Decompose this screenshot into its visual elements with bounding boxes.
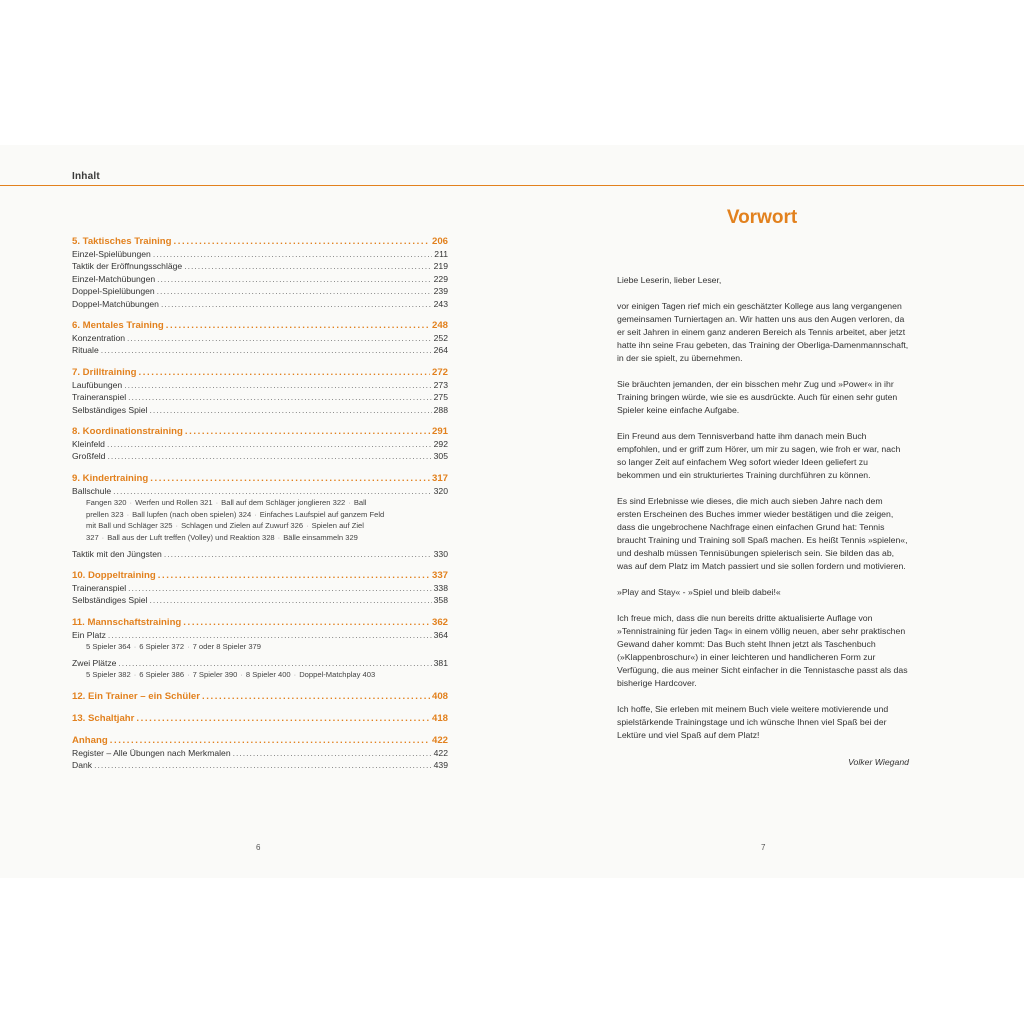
toc-chapter-heading-label: 7. Drilltraining [72,366,137,378]
toc-subitem: 6 Spieler 386 [139,670,185,680]
toc-subitem: Einfaches Laufspiel auf ganzem Feld mit Ball und Schläger 325 [86,509,385,531]
toc-entry-label: Konzentration [72,333,126,344]
dot-leader [136,712,430,725]
toc-chapter-heading-label: 9. Kindertraining [72,472,149,484]
foreword-paragraph: Sie bräuchten jemanden, der ein bisschen mehr Zug und »Power« in ihr Training bringen würde, wie sie es ausdrückte. Auch für einen sehr guten Spieler keine einfache Aufgabe. [617,379,898,415]
dot-leader [94,759,432,771]
header-rule [0,185,1024,186]
toc-chapter-heading [72,734,448,747]
toc-subitem: 5 Spieler 382 [86,670,131,680]
toc-subitem: Ball prellen 323 [86,498,367,519]
dot-leader [124,379,431,391]
running-head: Inhalt [72,171,100,182]
dot-leader [150,404,432,416]
toc-entry-label: Traineranspiel [72,392,127,403]
toc-chapter-heading [72,319,448,332]
toc-entry-label: Selbständiges Spiel [72,404,148,415]
toc-chapter-heading-label: 11. Mannschaftstraining [72,616,182,628]
book-spread [0,145,1024,878]
foreword-paragraph: vor einigen Tagen rief mich ein geschätzter Kollege aus lang vergangenen gemeinsamen Turniertagen an. Wir hatten uns aus den Augen verloren, da er seit Jahren in einem ganz anderen Bereich als Tennis arbeitet, aber jetzt hatte ihn seine Frau gebeten, das Training der Oberliga-Damenmannschaft, in der sie spielt, zu übernehmen. [617,301,909,363]
toc-entry-page: 229 [433,273,448,284]
toc-subitem: 7 Spieler 390 [192,670,238,680]
dot-leader [184,260,431,272]
foreword-paragraph: Es sind Erlebnisse wie dieses, die mich auch sieben Jahre nach dem ersten Erscheinen des Buches immer wieder bestätigen und die zeigen, dass die ungebrochene Nachfrage einen einfachen Grund hat: Tennis braucht Training und Training soll Spaß machen. Es heißt Tennis »spielen«, und deshalb müssen Tennisübungen spielerisch sein. Sie bilden das ab, was auf dem Platz im Match passiert und sie sollen fordern und motivieren. [617,496,908,571]
toc-subitem: Schlagen und Zielen auf Zuwurf 326 [181,521,304,531]
separator-dot: · [306,521,309,531]
separator-dot: · [254,509,257,519]
toc-entry-label: Einzel-Matchübungen [72,273,156,284]
toc-entry [72,747,448,759]
separator-dot: · [293,670,297,680]
toc-chapter [72,366,448,416]
toc-entry [72,273,448,285]
toc-entry-page: 330 [433,548,448,559]
toc-chapter [72,319,448,357]
toc-entry [72,438,448,450]
toc-chapter-heading [72,569,448,582]
dot-leader [107,438,432,450]
toc-entry-page: 219 [433,261,448,272]
toc-subitem: Werfen und Rollen 321 [135,498,213,508]
toc-entry-label: Ein Platz [72,629,106,640]
toc-entry [72,759,448,771]
toc-entry [72,260,448,272]
toc-chapter [72,235,448,310]
toc-entry [72,298,448,310]
toc-entry-page: 239 [433,286,448,297]
separator-dot: · [240,670,243,680]
toc-entry-page: 364 [433,629,448,640]
toc-entry-label: Ballschule [72,485,112,496]
toc-entry [72,629,448,641]
toc-chapter-heading-page: 248 [431,320,448,332]
toc-chapter-heading-label: 5. Taktisches Training [72,236,172,247]
toc-entry [72,285,448,297]
dot-leader [174,235,430,248]
toc-entry-page: 264 [433,345,448,356]
toc-entry-page: 305 [433,451,448,462]
toc-chapter-heading [72,616,448,629]
foreword-paragraph: Liebe Leserin, lieber Leser, [617,275,722,285]
dot-leader [150,594,432,606]
toc-subitem: 6 Spieler 372 [139,642,185,652]
toc-entry [72,485,448,497]
toc-subitem: Bälle einsammeln 329 [283,533,358,543]
toc-chapter-heading [72,235,448,248]
toc-entry-page: 338 [433,583,448,594]
separator-dot: · [126,509,130,519]
separator-dot: · [348,498,351,508]
toc-chapter-heading-page: 272 [431,366,448,378]
toc-subitem: 7 oder 8 Spieler 379 [192,642,261,652]
dot-leader [128,582,432,594]
toc-chapter-heading [72,425,448,438]
toc-entry-page: 292 [433,439,448,450]
dot-leader [150,472,430,485]
toc-entry [72,379,448,391]
separator-dot: · [215,498,219,508]
foreword-paragraph: Ich freue mich, dass die nun bereits dritte aktualisierte Auflage von »Tennistraining für jeden Tag« in einem völlig neuen, aber sehr praktischen Gewand daher kommt: Das Buch steht Ihnen jetzt als Taschenbuch (»Klappenbroschur«) in einer leichteren und handlicheren Form zur Verfügung, die aus meiner Sicht einfacher in die Tennistasche passt als das bisherige Hardcover. [617,613,908,688]
toc-entry-label: Taktik mit den Jüngsten [72,548,162,559]
toc-entry [72,582,448,594]
toc-entry [72,450,448,462]
separator-dot: · [129,498,133,508]
foreword-title: Vorwort [726,207,798,228]
dot-leader [164,548,432,560]
toc-entry-label: Register – Alle Übungen nach Merkmalen [72,747,231,758]
dot-leader [118,657,431,669]
toc-entry-page: 275 [433,392,448,403]
separator-dot: · [277,533,281,543]
foreword-paragraph: Ich hoffe, Sie erleben mit meinem Buch viele weitere motivierende und spielstärkende Trainingstage und ich wünsche Ihnen viel Spaß bei der Lektüre und viel Spaß auf dem Platz! [617,704,889,740]
dot-leader [166,319,430,332]
dot-leader [157,285,432,297]
separator-dot: · [187,670,190,680]
toc-chapter [72,425,448,463]
toc-entry-label: Laufübungen [72,379,123,390]
toc-entry [72,391,448,403]
toc-entry-label: Doppel-Matchübungen [72,298,159,309]
toc-chapter-heading-label: 12. Ein Trainer – ein Schüler [72,690,200,702]
dot-leader [101,344,432,356]
toc-entry-page: 320 [433,485,448,496]
page-number-left: 6 [256,843,261,852]
toc-entry [72,344,448,356]
page-number-right: 7 [761,843,766,852]
toc-chapter [72,734,448,772]
toc-entry-label: Taktik der Eröffnungsschläge [72,261,183,272]
toc-subitem: Ball auf dem Schläger jonglieren 322 [221,498,346,508]
toc-subitem: 8 Spieler 400 [245,670,291,680]
toc-chapter [72,712,448,725]
toc-entry-page: 288 [433,404,448,415]
toc-chapter [72,472,448,560]
toc-chapter-heading [72,366,448,379]
toc-subitem: Ball aus der Luft treffen (Volley) und Reaktion 328 [107,533,275,543]
toc-subitems [72,669,448,681]
dot-leader [185,425,430,438]
toc-entry-page: 243 [433,298,448,309]
toc-subitem: Doppel-Matchplay 403 [299,670,376,680]
dot-leader [183,616,430,629]
toc-entry-label: Kleinfeld [72,439,105,450]
toc-chapter-heading [72,472,448,485]
separator-dot: · [133,670,137,680]
toc-entry [72,248,448,260]
toc-entry-page: 381 [433,657,448,668]
toc-chapter-heading-label: 6. Mentales Training [72,320,164,332]
foreword-signature: Volker Wiegand [848,757,909,767]
toc-chapter-heading-page: 422 [431,734,448,746]
toc-entry-label: Selbständiges Spiel [72,595,148,606]
toc-chapter-heading-label: Anhang [72,734,108,746]
dot-leader [108,629,432,641]
toc-chapter-heading-page: 418 [431,712,448,724]
toc-entry-page: 211 [434,249,448,259]
toc-entry [72,594,448,606]
separator-dot: · [187,642,190,652]
toc-chapter [72,616,448,681]
toc-entry-label: Rituale [72,345,99,356]
toc-chapter-heading-label: 10. Doppeltraining [72,570,156,582]
toc-entry [72,657,448,669]
toc-chapter-heading-page: 337 [431,570,448,582]
toc-chapter-heading-label: 8. Koordinationstraining [72,426,183,438]
foreword-paragraph: Ein Freund aus dem Tennisverband hatte ihm danach mein Buch empfohlen, und er griff zum Hörer, um mir zu sagen, wie froh er war, nach so langer Zeit auf einfachem Weg sofort wieder Ideen geliefert zu bekommen und ein strukturiertes Training durchführen zu können. [617,431,901,480]
toc-entry-label: Dank [72,760,93,771]
toc-subitem: Fangen 320 [86,498,127,508]
dot-leader [127,332,432,344]
dot-leader [107,450,431,462]
dot-leader [113,485,431,497]
toc-entry-page: 439 [433,760,448,771]
toc-entry-label: Doppel-Spielübungen [72,286,155,297]
dot-leader [233,747,432,759]
toc-entry-page: 422 [433,747,448,758]
toc-subitem: Spielen auf Ziel 327 [86,521,364,543]
toc-entry-label: Traineranspiel [72,583,127,594]
toc-chapter [72,690,448,703]
dot-leader [128,391,432,403]
toc-entry-label: Einzel-Spielübungen [72,249,151,259]
toc-subitems [72,497,448,543]
dot-leader [202,690,430,703]
toc-entry-page: 273 [433,379,448,390]
toc-entry-label: Zwei Plätze [72,657,117,668]
separator-dot: · [101,533,105,543]
toc-subitem: 5 Spieler 364 [86,642,131,652]
table-of-contents [72,235,448,781]
toc-entry [72,332,448,344]
dot-leader [139,366,430,379]
foreword-body [617,274,909,769]
toc-chapter-heading [72,690,448,703]
toc-entry-label: Großfeld [72,451,106,462]
toc-entry [72,548,448,560]
toc-subitem: Ball lupfen (nach oben spielen) 324 [132,509,252,519]
toc-chapter-heading-label: 13. Schaltjahr [72,712,135,724]
toc-chapter-heading-page: 408 [431,690,448,702]
dot-leader [158,569,430,582]
toc-chapter-heading-page: 206 [431,236,448,247]
separator-dot: · [175,521,179,531]
toc-entry-page: 252 [433,333,448,344]
toc-subitems [72,641,448,653]
dot-leader [153,248,432,260]
toc-entry [72,404,448,416]
separator-dot: · [133,642,137,652]
toc-chapter-heading-page: 317 [431,472,448,484]
toc-chapter-heading-page: 291 [431,426,448,438]
foreword-paragraph: »Play and Stay« - »Spiel und bleib dabei!« [617,587,781,597]
dot-leader [157,273,432,285]
dot-leader [161,298,432,310]
toc-chapter-heading-page: 362 [431,616,448,628]
dot-leader [110,734,430,747]
toc-chapter-heading [72,712,448,725]
toc-chapter [72,569,448,607]
toc-entry-page: 358 [433,595,448,606]
